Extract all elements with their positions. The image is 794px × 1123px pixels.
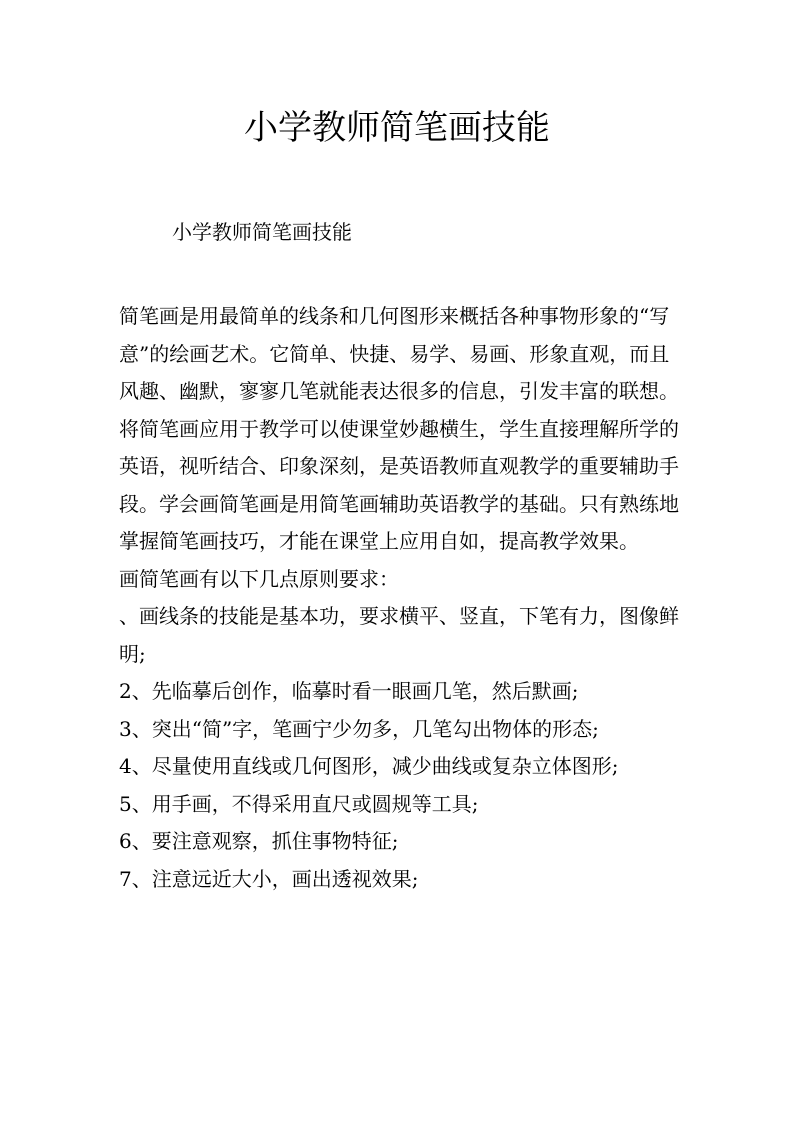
- document-body: [119, 298, 685, 898]
- document-subtitle: 小学教师简笔画技能: [172, 220, 352, 244]
- document-title: 小学教师简笔画技能: [244, 108, 550, 148]
- principle-item-4: 4、尽量使用直线或几何图形，减少曲线或复杂立体图形;: [119, 754, 619, 778]
- principle-item-3: 3、突出“简”字，笔画宁少勿多，几笔勾出物体的形态;: [119, 716, 599, 741]
- principle-item-2: 2、先临摹后创作，临摹时看一眼画几笔，然后默画;: [119, 679, 579, 703]
- principle-item-5: 5、用手画，不得采用直尺或圆规等工具;: [119, 791, 479, 816]
- principle-item-1: 、画线条的技能是基本功，要求横平、竖直，下笔有力，图像鲜明;: [119, 604, 679, 666]
- paragraph-intro: 简笔画是用最简单的线条和几何图形来概括各种事物形象的“写意”的绘画艺术。它简单、快捷、易学、易画、形象直观，而且风趣、幽默，寥寥几笔就能表达很多的信息，引发丰富的联想。将简笔画应用于教学可以使课堂妙趣横生，学生直接理解所学的英语，视听结合、印象深刻，是英语教师直观教学的重要辅助手段。学会画简笔画是用简笔画辅助英语教学的基础。只有熟练地掌握简笔画技巧，才能在课堂上应用自如，提高教学效果。: [119, 304, 679, 553]
- principle-item-7: 7、注意远近大小，画出透视效果;: [119, 866, 419, 891]
- paragraph-principles-heading: 画简笔画有以下几点原则要求：: [119, 566, 399, 591]
- principle-item-6: 6、要注意观察，抓住事物特征;: [119, 829, 399, 853]
